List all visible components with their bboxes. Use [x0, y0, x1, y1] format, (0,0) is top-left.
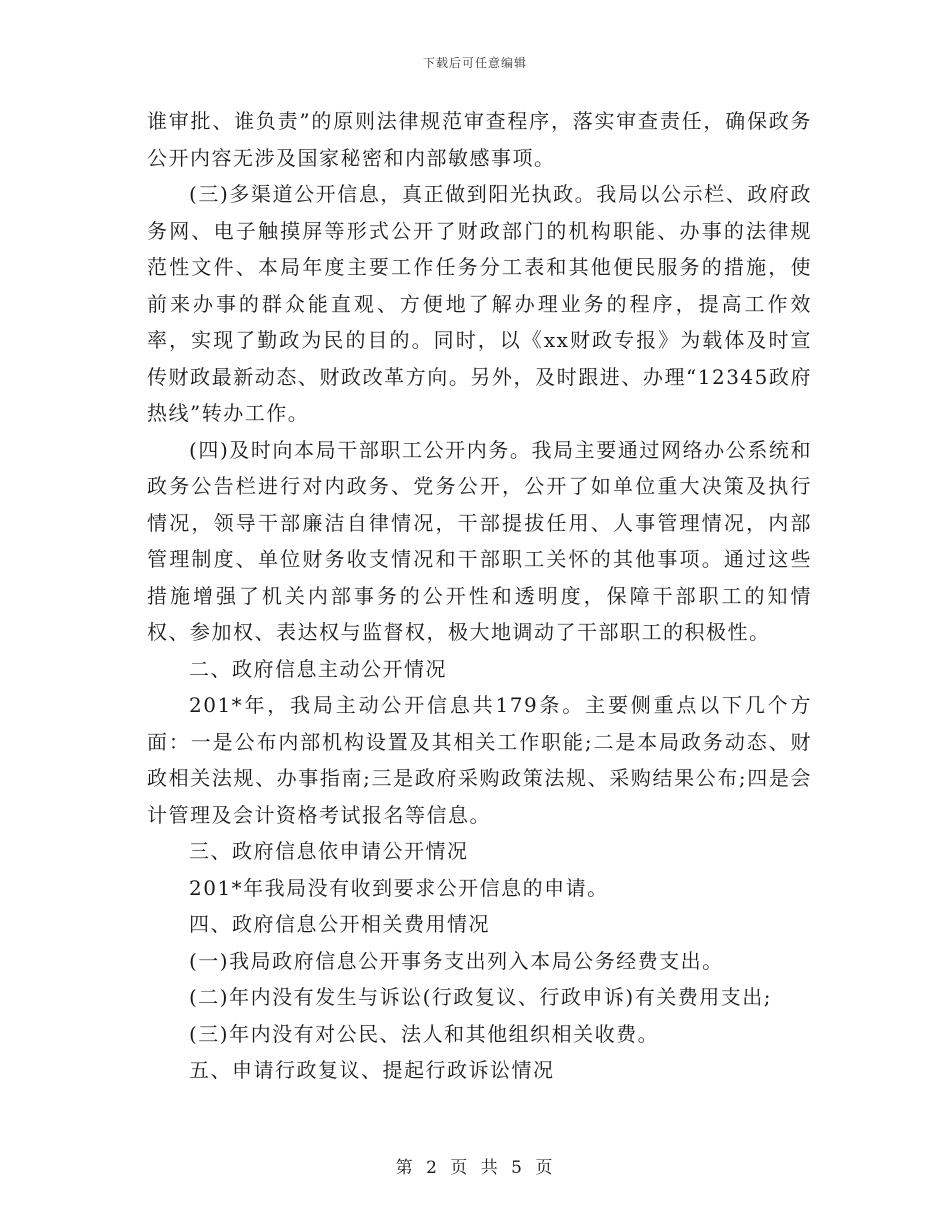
paragraph-section-4: (四)及时向本局干部职工公开内务。我局主要通过网络办公系统和政务公告栏进行对内政务、党务公开，公开了如单位重大决策及执行情况，领导干部廉洁自律情况，干部提拔任用、人事管理情况，内部管理制度、单位财务收支情况和干部职工关怀的其他事项。通过这些措施增强了机关内部事务的公开性和透明度，保障干部职工的知情权、参加权、表达权与监督权，极大地调动了干部职工的积极性。 — [147, 437, 812, 644]
paragraph-active-disclosure: 201*年，我局主动公开信息共179条。主要侧重点以下几个方面：一是公布内部机构设置及其相关工作职能;二是本局政务动态、财政相关法规、办事指南;三是政府采购政策法规、采购结果公布;四是会计管理及会计资格考试报名等信息。 — [147, 693, 812, 827]
document-body — [147, 103, 812, 1089]
paragraph-continuation: 谁审批、谁负责”的原则法律规范审查程序，落实审查责任，确保政务公开内容无涉及国家秘密和内部敏感事项。 — [147, 109, 812, 170]
heading-section-4: 四、政府信息公开相关费用情况 — [189, 912, 490, 936]
header-note: 下载后可任意编辑 — [422, 56, 527, 70]
paragraph-section-3: (三)多渠道公开信息，真正做到阳光执政。我局以公示栏、政府政务网、电子触摸屏等形式公开了财政部门的机构职能、办事的法律规范性文件、本局年度主要工作任务分工表和其他便民服务的措施，使前来办事的群众能直观、方便地了解办理业务的程序，提高工作效率，实现了勤政为民的目的。同时，以《xx财政专报》为载体及时宣传财政最新动态、财政改革方向。另外，及时跟进、办理“12345政府热线”转办工作。 — [147, 182, 812, 425]
heading-section-5: 五、申请行政复议、提起行政诉讼情况 — [189, 1058, 555, 1082]
paragraph-fee-1: (一)我局政府信息公开事务支出列入本局公务经费支出。 — [189, 948, 724, 973]
page-number: 第 2 页 共 5 页 — [395, 1158, 555, 1178]
heading-section-2: 二、政府信息主动公开情况 — [189, 656, 447, 681]
paragraph-no-requests: 201*年我局没有收到要求公开信息的申请。 — [189, 875, 609, 900]
paragraph-fee-3: (三)年内没有对公民、法人和其他组织相关收费。 — [189, 1021, 660, 1046]
heading-section-3: 三、政府信息依申请公开情况 — [189, 839, 469, 863]
paragraph-fee-2: (二)年内没有发生与诉讼(行政复议、行政申诉)有关费用支出; — [189, 985, 772, 1009]
